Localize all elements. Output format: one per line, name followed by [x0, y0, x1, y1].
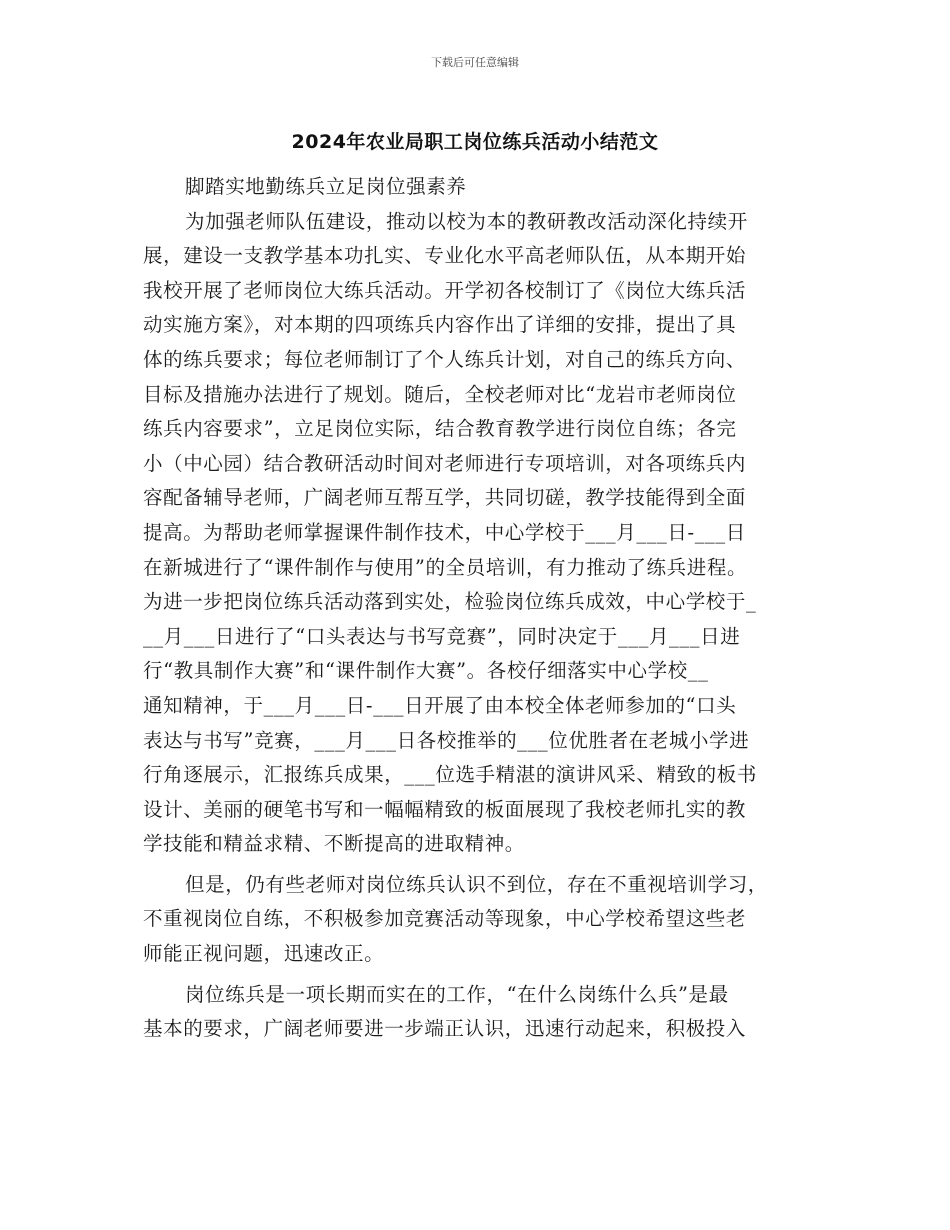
paragraph-line: 提高。为帮助老师掌握课件制作技术，中心学校于___月___日-___日 [143, 520, 746, 544]
paragraph-line: 表达与书写”竞赛，___月___日各校推举的___位优胜者在老城小学进 [143, 728, 750, 752]
paragraph-line: 行角逐展示，汇报练兵成果，___位选手精湛的演讲风采、精致的板书 [143, 763, 757, 787]
paragraph-line: 行“教具制作大赛”和“课件制作大赛”。各校仔细落实中心学校__ [143, 659, 709, 683]
paragraph-line: 体的练兵要求；每位老师制订了个人练兵计划，对自己的练兵方向、 [143, 347, 747, 371]
paragraph-line: 学技能和精益求精、不断提高的进取精神。 [143, 832, 525, 856]
paragraph-line: 不重视岗位自练，不积极参加竞赛活动等现象，中心学校希望这些老 [143, 907, 747, 931]
paragraph-line: 基本的要求，广阔老师要进一步端正认识，迅速行动起来，积极投入 [143, 1017, 747, 1041]
document-body [143, 170, 811, 1047]
paragraph-line: 为进一步把岗位练兵活动落到实处，检验岗位练兵成效，中心学校于_ [143, 590, 757, 614]
paragraph-line: 动实施方案》，对本期的四项练兵内容作出了详细的安排，提出了具 [143, 313, 737, 337]
paragraph-line: 容配备辅导老师，广阔老师互帮互学，共同切磋，教学技能得到全面 [143, 486, 747, 510]
paragraph-line: 岗位练兵是一项长期而实在的工作，“在什么岗练什么兵”是最 [185, 982, 729, 1006]
paragraph-line: 在新城进行了“课件制作与使用”的全员培训，有力推动了练兵进程。 [143, 555, 748, 579]
paragraph-line: 展，建设一支教学基本功扎实、专业化水平高老师队伍，从本期开始 [143, 244, 747, 268]
paragraph-line: 师能正视问题，迅速改正。 [143, 942, 385, 966]
paragraph-line: 为加强老师队伍建设，推动以校为本的教研教改活动深化持续开 [185, 209, 748, 233]
subtitle-line: 脚踏实地勤练兵立足岗位强素养 [185, 175, 467, 198]
document-title: 2024年农业局职工岗位练兵活动小结范文 [291, 131, 659, 153]
paragraph-line: 练兵内容要求”，立足岗位实际，结合教育教学进行岗位自练；各完 [143, 417, 737, 441]
paragraph-line: 小（中心园）结合教研活动时间对老师进行专项培训，对各项练兵内 [143, 451, 747, 475]
paragraph-line: 但是，仍有些老师对岗位练兵认识不到位，存在不重视培训学习， [185, 872, 768, 896]
paragraph-line: 通知精神，于___月___日-___日开展了由本校全体老师参加的“口头 [143, 693, 737, 717]
paragraph-line: 我校开展了老师岗位大练兵活动。开学初各校制订了《岗位大练兵活 [143, 278, 747, 302]
paragraph-line: 目标及措施办法进行了规划。随后，全校老师对比“龙岩市老师岗位 [143, 382, 737, 406]
paragraph-line: 设计、美丽的硬笔书写和一幅幅精致的板面展现了我校老师扎实的教 [143, 797, 747, 821]
header-note: 下载后可任意编辑 [431, 56, 519, 69]
paragraph-line: __月___日进行了“口头表达与书写竞赛”，同时决定于___月___日进 [143, 624, 741, 648]
